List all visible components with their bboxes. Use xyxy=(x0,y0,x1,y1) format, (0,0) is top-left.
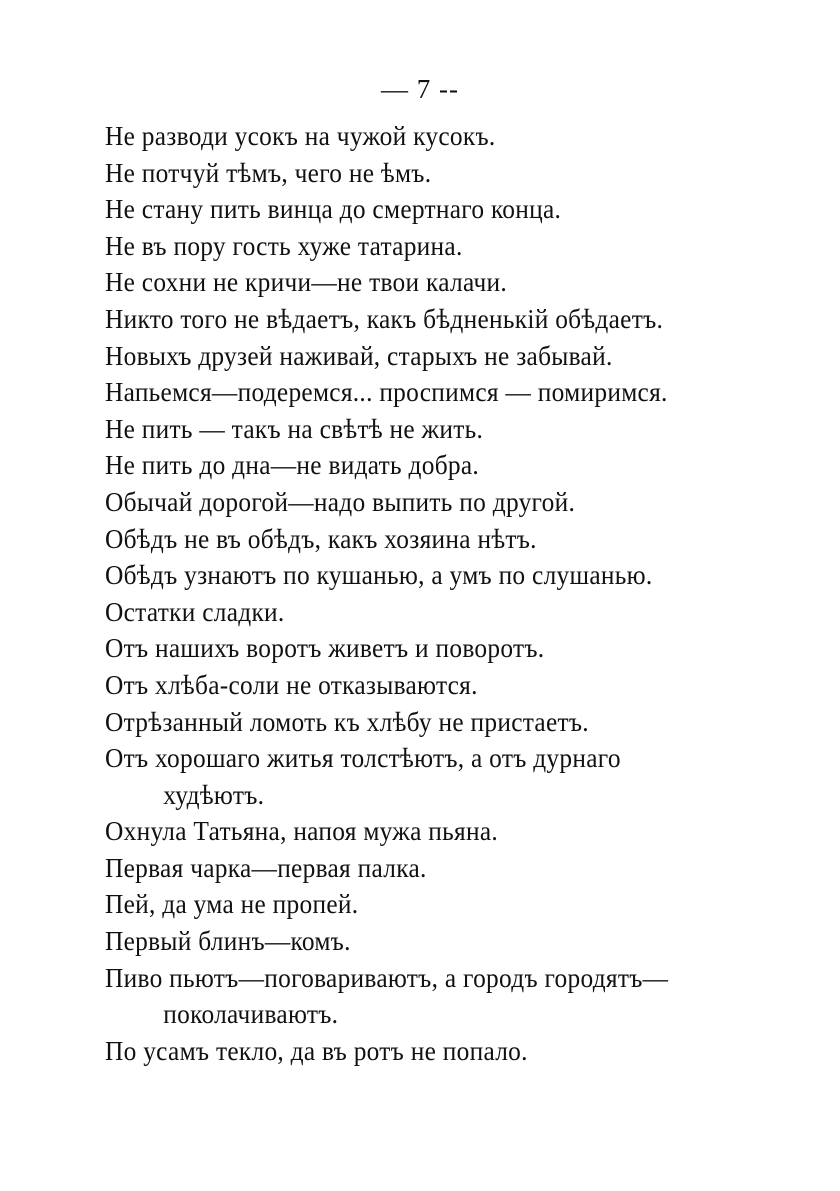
proverb-line: Пиво пьютъ—поговариваютъ, а городъ городятъ— поколачиваютъ. xyxy=(105,960,725,1033)
proverb-line: Не стану пить винца до смертнаго конца. xyxy=(105,194,562,225)
proverb-line: Напьемся—подеремся... проспимся — помиримся. xyxy=(105,377,668,408)
proverb-list xyxy=(105,118,765,1069)
proverb-line: Новыхъ друзей наживай, старыхъ не забывай. xyxy=(105,340,613,371)
proverb-line: Отъ нашихъ воротъ живетъ и поворотъ. xyxy=(105,633,545,664)
page-number: — 7 -- xyxy=(381,74,459,104)
proverb-line: Пей, да ума не пропей. xyxy=(105,889,359,920)
proverb-line: Охнула Татьяна, напоя мужа пьяна. xyxy=(105,816,499,847)
proverb-line: Обѣдъ узнаютъ по кушанью, а умъ по слушанью. xyxy=(105,560,653,591)
proverb-line: Не сохни не кричи—не твои калачи. xyxy=(105,267,508,298)
proverb-line: Не пить до дна—не видать добра. xyxy=(105,450,480,481)
proverb-line: Первый блинъ—комъ. xyxy=(105,926,351,957)
proverb-line: Остатки сладки. xyxy=(105,596,285,627)
proverb-line: Отъ хлѣба-соли не отказываются. xyxy=(105,669,478,700)
proverb-continuation: худѣютъ. xyxy=(163,779,265,810)
proverb-line: Отъ хорошаго житья толстѣютъ, а отъ дурнаго худѣютъ. xyxy=(105,740,725,813)
proverb-line: Не въ пору гость хуже татарина. xyxy=(105,230,463,261)
proverb-continuation: поколачиваютъ. xyxy=(163,999,339,1030)
proverb-line: Обѣдъ не въ обѣдъ, какъ хозяина нѣтъ. xyxy=(105,523,537,554)
proverb-line: Первая чарка—первая палка. xyxy=(105,852,427,883)
proverb-line: Не потчуй тѣмъ, чего не ѣмъ. xyxy=(105,157,432,188)
proverb-line: Не пить — такъ на свѣтѣ не жить. xyxy=(105,413,484,444)
proverb-line: Никто того не вѣдаетъ, какъ бѣдненькій обѣдаетъ. xyxy=(105,303,664,334)
proverb-line: Не разводи усокъ на чужой кусокъ. xyxy=(105,121,496,151)
proverb-line: Отрѣзанный ломоть къ хлѣбу не пристаетъ. xyxy=(105,706,589,737)
proverb-line: По усамъ текло, да въ ротъ не попало. xyxy=(105,1035,528,1066)
proverb-line: Обычай дорогой—надо выпить по другой. xyxy=(105,486,576,517)
